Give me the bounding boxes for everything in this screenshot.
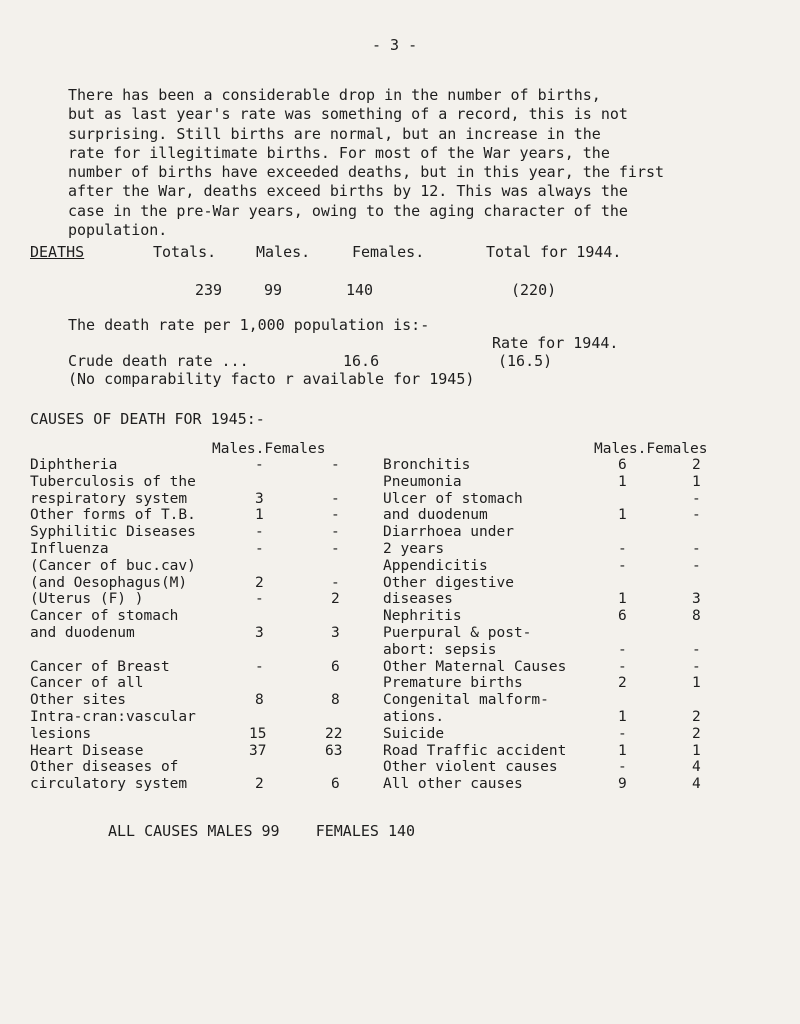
males-count: -	[618, 557, 627, 574]
cause-label: Road Traffic accident	[383, 742, 567, 759]
males-count: 9	[618, 776, 627, 793]
cause-label: Tuberculosis of the	[30, 473, 196, 490]
females-count: 6	[331, 776, 340, 793]
females-count: 4	[692, 759, 701, 776]
males-count: -	[255, 591, 264, 608]
intro-line: surprising. Still births are normal, but an increase in the	[68, 124, 601, 143]
females-count: 2	[692, 725, 701, 742]
table-row	[383, 558, 743, 575]
table-row	[30, 558, 360, 575]
cause-label: Other Maternal Causes	[383, 658, 567, 675]
females-count: 3	[331, 624, 340, 641]
cause-label: Diphtheria	[30, 457, 118, 473]
cause-label: 2 years	[383, 540, 445, 557]
cause-label: Diarrhoea under	[383, 524, 514, 541]
rate-1944-label: Rate for 1944.	[492, 334, 619, 352]
cause-label: Ulcer of stomach	[383, 490, 523, 507]
table-row	[30, 726, 360, 743]
intro-line: rate for illegitimate births. For most of the War years, the	[68, 143, 610, 162]
deaths-col-females: Females.	[352, 243, 425, 261]
table-row	[30, 743, 360, 760]
table-row	[383, 743, 743, 760]
cause-label: Nephritis	[383, 608, 462, 625]
cause-label: Other digestive	[383, 574, 514, 591]
deaths-males-value: 99	[264, 281, 283, 299]
intro-paragraph	[68, 86, 748, 240]
cause-label: circulatory system	[30, 776, 188, 793]
females-count: 4	[692, 776, 701, 793]
table-row	[383, 709, 743, 726]
females-count: -	[692, 557, 701, 574]
crude-death-rate-1944: (16.5)	[498, 352, 553, 370]
females-count: 3	[692, 591, 701, 608]
intro-line: There has been a considerable drop in the number of births,	[68, 86, 601, 104]
table-row	[383, 541, 743, 558]
females-count: -	[692, 540, 701, 557]
table-row	[30, 608, 360, 625]
table-row	[30, 625, 360, 642]
left-col-header: Males.Females	[212, 441, 326, 457]
table-row	[30, 759, 360, 776]
females-count: -	[331, 540, 340, 557]
table-row	[383, 507, 743, 524]
table-row	[383, 726, 743, 743]
females-count: 22	[325, 725, 343, 742]
deaths-col-totals: Totals.	[153, 243, 217, 261]
cause-label: Intra-cran:vascular	[30, 708, 196, 725]
males-count: -	[618, 641, 627, 658]
males-count: 2	[618, 675, 627, 692]
deaths-total-value: 239	[195, 281, 223, 299]
cause-label: All other causes	[383, 776, 523, 793]
females-count: 1	[692, 742, 701, 759]
intro-line: after the War, deaths exceed births by 12. This was always the	[68, 182, 628, 201]
crude-death-rate-value: 16.6	[343, 352, 380, 370]
females-count: -	[692, 507, 701, 524]
males-count: 2	[255, 776, 264, 793]
males-count: 3	[255, 624, 264, 641]
females-count: 1	[692, 473, 701, 490]
table-row	[383, 608, 743, 625]
comparability-note: (No comparability facto r available for 1945)	[68, 370, 475, 388]
males-count: -	[255, 658, 264, 675]
females-count: 6	[331, 658, 340, 675]
females-count: 1	[692, 675, 701, 692]
cause-label: Bronchitis	[383, 457, 471, 473]
cause-label: Cancer of all	[30, 675, 144, 692]
cause-label: (Cancer of buc.cav)	[30, 557, 196, 574]
females-count: 63	[325, 742, 343, 759]
intro-line: case in the pre-War years, owing to the aging character of the	[68, 201, 628, 220]
males-count: -	[255, 524, 264, 541]
cause-label: Other violent causes	[383, 759, 558, 776]
males-count: 2	[255, 574, 264, 591]
table-row	[30, 524, 360, 541]
table-row	[383, 591, 743, 608]
page-number: - 3 -	[372, 36, 418, 54]
crude-death-rate-label: Crude death rate ...	[68, 352, 249, 370]
females-count: -	[331, 524, 340, 541]
cause-label: (and Oesophagus(M)	[30, 574, 188, 591]
deaths-1944-value: (220)	[511, 281, 557, 299]
table-row	[30, 575, 360, 592]
table-row	[383, 642, 743, 659]
cause-label: ations.	[383, 708, 445, 725]
females-count: 2	[692, 457, 701, 473]
females-count: 8	[331, 692, 340, 709]
deaths-heading: DEATHS	[30, 243, 85, 261]
table-row	[30, 776, 360, 793]
males-count: -	[255, 457, 264, 473]
intro-line: but as last year's rate was something of a record, this is not	[68, 105, 628, 124]
males-count: 8	[255, 692, 264, 709]
females-count: -	[692, 490, 701, 507]
females-count: -	[692, 641, 701, 658]
cause-label: Cancer of stomach	[30, 608, 179, 625]
table-row	[30, 491, 360, 508]
cause-label: Other sites	[30, 692, 127, 709]
all-causes-total: ALL CAUSES MALES 99 FEMALES 140	[108, 822, 416, 840]
cause-label: Appendicitis	[383, 557, 488, 574]
table-row	[383, 675, 743, 692]
table-row	[383, 457, 743, 474]
table-row	[30, 457, 360, 474]
table-row	[30, 709, 360, 726]
cause-label: Pneumonia	[383, 473, 462, 490]
table-row	[383, 759, 743, 776]
males-count: 6	[618, 457, 627, 473]
males-count: 6	[618, 608, 627, 625]
deaths-females-value: 140	[346, 281, 374, 299]
cause-label: Heart Disease	[30, 742, 144, 759]
table-row	[383, 474, 743, 491]
table-row	[30, 659, 360, 676]
females-count: -	[331, 507, 340, 524]
males-count: 1	[618, 507, 627, 524]
females-count: 2	[692, 708, 701, 725]
table-row	[383, 575, 743, 592]
table-row	[383, 524, 743, 541]
cause-label: lesions	[30, 725, 92, 742]
cause-label: abort: sepsis	[383, 641, 497, 658]
table-row	[30, 474, 360, 491]
cause-label: Puerpural & post-	[383, 624, 532, 641]
table-row	[30, 642, 360, 659]
intro-line: number of births have exceeded deaths, but in this year, the first	[68, 163, 665, 182]
deaths-col-1944: Total for 1944.	[486, 243, 622, 261]
cause-label: Syphilitic Diseases	[30, 524, 196, 541]
table-row	[383, 692, 743, 709]
cause-label: and duodenum	[383, 507, 488, 524]
males-count: -	[618, 658, 627, 675]
cause-label: respiratory system	[30, 490, 188, 507]
males-count: -	[618, 725, 627, 742]
deaths-col-males: Males.	[256, 243, 311, 261]
males-count: 1	[618, 473, 627, 490]
males-count: 1	[618, 708, 627, 725]
right-col-header: Males.Females	[594, 441, 708, 457]
table-row	[383, 776, 743, 793]
cause-label: Other diseases of	[30, 759, 179, 776]
females-count: 8	[692, 608, 701, 625]
cause-label: and duodenum	[30, 624, 135, 641]
males-count: 3	[255, 490, 264, 507]
cause-label: Suicide	[383, 725, 445, 742]
males-count: -	[618, 759, 627, 776]
males-count: -	[618, 540, 627, 557]
cause-label: diseases	[383, 591, 453, 608]
death-rate-intro: The death rate per 1,000 population is:-	[68, 316, 430, 334]
table-row	[383, 625, 743, 642]
females-count: -	[692, 658, 701, 675]
females-count: 2	[331, 591, 340, 608]
cause-label: Influenza	[30, 540, 109, 557]
table-row	[30, 591, 360, 608]
females-count: -	[331, 457, 340, 473]
cause-label: (Uterus (F) )	[30, 591, 144, 608]
table-row	[383, 491, 743, 508]
males-count: 37	[249, 742, 267, 759]
females-count: -	[331, 574, 340, 591]
females-count: -	[331, 490, 340, 507]
left-causes-table	[30, 457, 360, 793]
males-count: 1	[618, 591, 627, 608]
males-count: -	[255, 540, 264, 557]
table-row	[30, 692, 360, 709]
causes-heading: CAUSES OF DEATH FOR 1945:-	[30, 410, 265, 428]
males-count: 1	[255, 507, 264, 524]
table-row	[30, 507, 360, 524]
right-causes-table	[383, 457, 743, 793]
table-row	[30, 541, 360, 558]
cause-label: Congenital malform-	[383, 692, 549, 709]
cause-label: Cancer of Breast	[30, 658, 170, 675]
cause-label: Premature births	[383, 675, 523, 692]
intro-line: population.	[68, 221, 168, 240]
males-count: 15	[249, 725, 267, 742]
table-row	[383, 659, 743, 676]
table-row	[30, 675, 360, 692]
males-count: 1	[618, 742, 627, 759]
cause-label: Other forms of T.B.	[30, 507, 196, 524]
